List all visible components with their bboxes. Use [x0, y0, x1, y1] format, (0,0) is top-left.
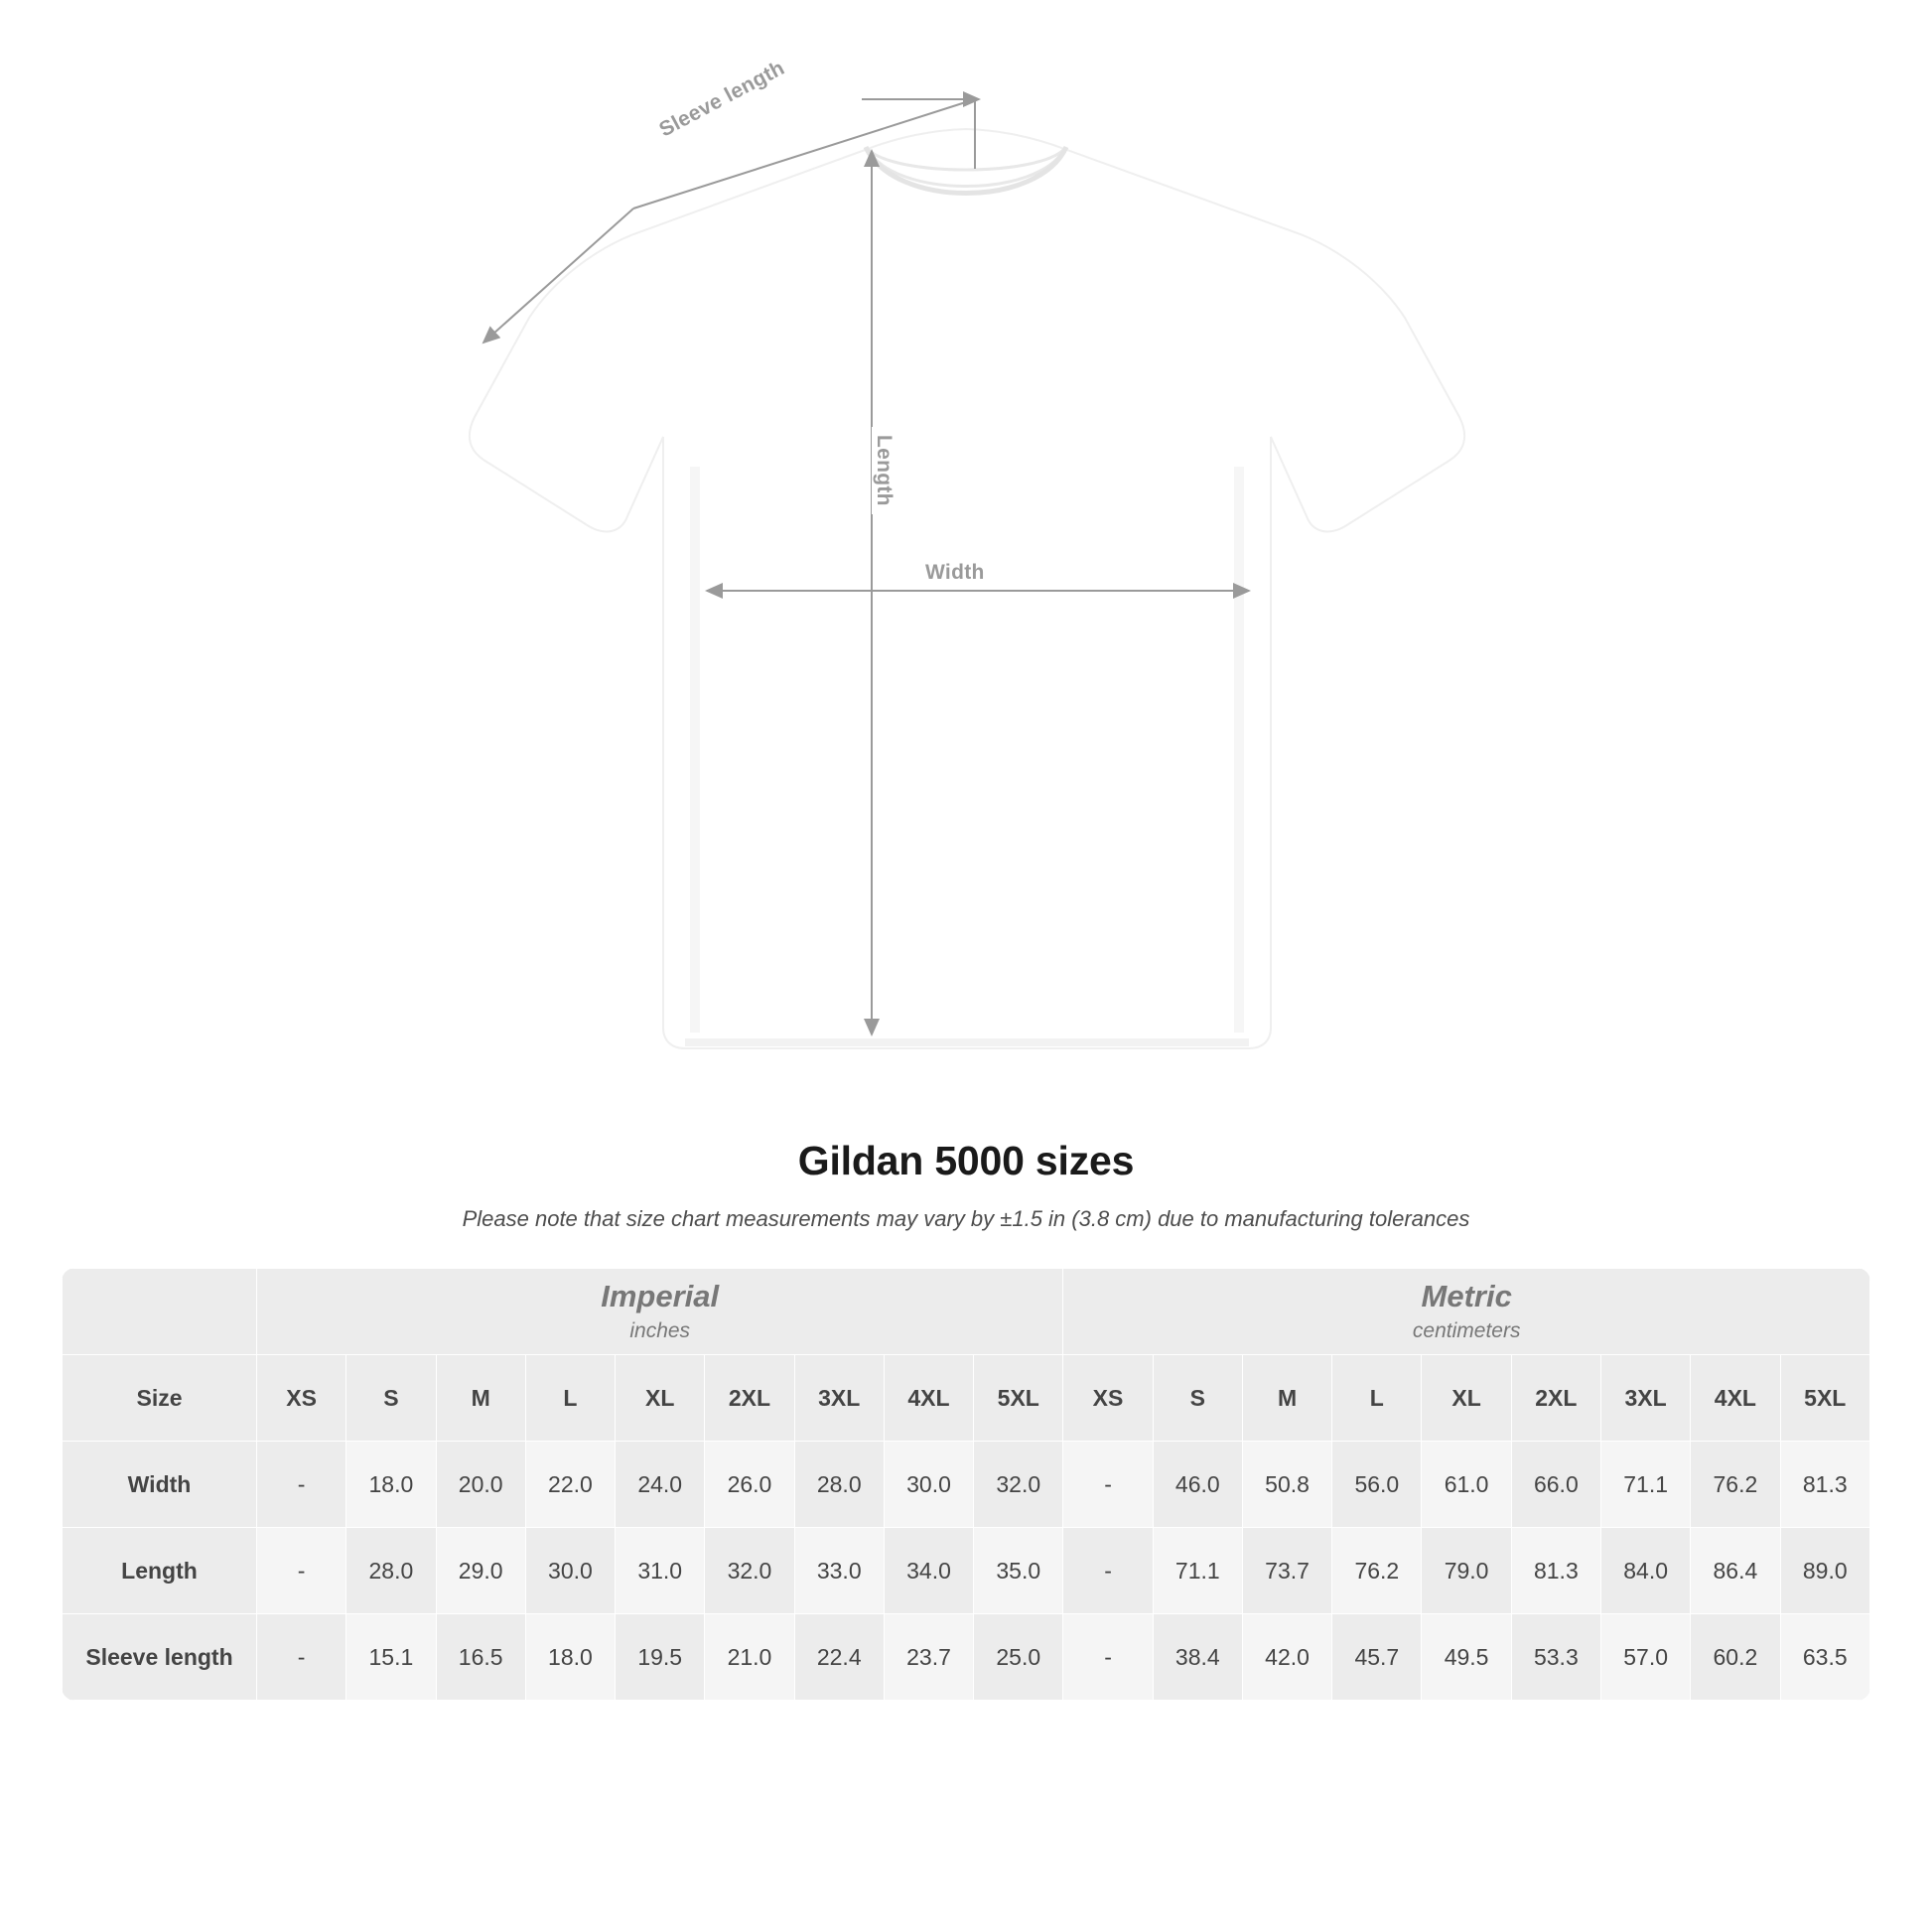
- cell-length-imperial-5xl: 35.0: [974, 1528, 1063, 1614]
- cell-width-imperial-xl: 24.0: [616, 1442, 705, 1528]
- page-title: Gildan 5000 sizes: [797, 1138, 1135, 1183]
- cell-width-imperial-5xl: 32.0: [974, 1442, 1063, 1528]
- size-table-container: [62, 1268, 1870, 1701]
- size-header-metric-3xl: 3XL: [1600, 1355, 1690, 1442]
- unit-group-imperial-name: Imperial: [601, 1278, 720, 1313]
- cell-width-metric-5xl: 81.3: [1780, 1442, 1869, 1528]
- table-row: [63, 1442, 1870, 1528]
- tolerance-note: Please note that size chart measurements may vary by ±1.5 in (3.8 cm) due to manufacturing tolerances: [462, 1206, 1470, 1231]
- cell-width-imperial-xs: -: [257, 1442, 346, 1528]
- cell-length-imperial-l: 30.0: [525, 1528, 615, 1614]
- size-table: [62, 1268, 1870, 1701]
- cell-sleeve-imperial-2xl: 21.0: [705, 1614, 794, 1701]
- cell-length-metric-xl: 79.0: [1422, 1528, 1511, 1614]
- length-label: Length: [872, 427, 896, 514]
- cell-sleeve-metric-2xl: 53.3: [1511, 1614, 1600, 1701]
- size-header-imperial-4xl: 4XL: [884, 1355, 973, 1442]
- tshirt-shape: [470, 129, 1464, 1048]
- size-header-imperial-l: L: [525, 1355, 615, 1442]
- cell-length-imperial-s: 28.0: [346, 1528, 436, 1614]
- size-header-imperial-m: M: [436, 1355, 525, 1442]
- sleeve-length-label: Sleeve length: [650, 54, 794, 145]
- cell-sleeve-imperial-xs: -: [257, 1614, 346, 1701]
- cell-sleeve-imperial-3xl: 22.4: [794, 1614, 884, 1701]
- unit-group-metric-name: Metric: [1421, 1278, 1512, 1313]
- cell-length-metric-3xl: 84.0: [1600, 1528, 1690, 1614]
- cell-sleeve-metric-s: 38.4: [1153, 1614, 1242, 1701]
- size-header-imperial-5xl: 5XL: [974, 1355, 1063, 1442]
- table-row: [63, 1614, 1870, 1701]
- cell-sleeve-imperial-s: 15.1: [346, 1614, 436, 1701]
- cell-width-imperial-2xl: 26.0: [705, 1442, 794, 1528]
- corner-cell: [63, 1269, 257, 1355]
- size-header-imperial-xs: XS: [257, 1355, 346, 1442]
- cell-width-metric-m: 50.8: [1242, 1442, 1331, 1528]
- table-row: [63, 1528, 1870, 1614]
- cell-sleeve-metric-3xl: 57.0: [1600, 1614, 1690, 1701]
- cell-width-metric-xs: -: [1063, 1442, 1153, 1528]
- cell-width-metric-s: 46.0: [1153, 1442, 1242, 1528]
- cell-length-imperial-4xl: 34.0: [884, 1528, 973, 1614]
- cell-length-imperial-m: 29.0: [436, 1528, 525, 1614]
- size-header-imperial-s: S: [346, 1355, 436, 1442]
- size-header-metric-m: M: [1242, 1355, 1331, 1442]
- cell-sleeve-metric-4xl: 60.2: [1691, 1614, 1780, 1701]
- cell-width-metric-l: 56.0: [1332, 1442, 1422, 1528]
- cell-sleeve-imperial-l: 18.0: [525, 1614, 615, 1701]
- cell-width-metric-2xl: 66.0: [1511, 1442, 1600, 1528]
- row-label-width: Width: [63, 1442, 257, 1528]
- size-header-metric-5xl: 5XL: [1780, 1355, 1869, 1442]
- chart-heading: [0, 1138, 1932, 1232]
- cell-width-imperial-3xl: 28.0: [794, 1442, 884, 1528]
- cell-length-imperial-2xl: 32.0: [705, 1528, 794, 1614]
- cell-sleeve-metric-l: 45.7: [1332, 1614, 1422, 1701]
- row-label-sleeve-length: Sleeve length: [63, 1614, 257, 1701]
- size-header-imperial-3xl: 3XL: [794, 1355, 884, 1442]
- cell-length-metric-5xl: 89.0: [1780, 1528, 1869, 1614]
- cell-width-metric-4xl: 76.2: [1691, 1442, 1780, 1528]
- unit-group-metric: [1063, 1269, 1870, 1355]
- cell-sleeve-imperial-4xl: 23.7: [884, 1614, 973, 1701]
- cell-width-imperial-m: 20.0: [436, 1442, 525, 1528]
- size-header-metric-s: S: [1153, 1355, 1242, 1442]
- size-header-metric-2xl: 2XL: [1511, 1355, 1600, 1442]
- unit-header-row: [63, 1269, 1870, 1355]
- cell-length-metric-l: 76.2: [1332, 1528, 1422, 1614]
- unit-group-metric-sub: centimeters: [1412, 1318, 1521, 1342]
- cell-width-imperial-s: 18.0: [346, 1442, 436, 1528]
- cell-length-metric-m: 73.7: [1242, 1528, 1331, 1614]
- cell-length-metric-2xl: 81.3: [1511, 1528, 1600, 1614]
- cell-width-metric-3xl: 71.1: [1600, 1442, 1690, 1528]
- unit-group-imperial-sub: inches: [629, 1318, 691, 1342]
- unit-group-imperial: [257, 1269, 1063, 1355]
- row-label-length: Length: [63, 1528, 257, 1614]
- cell-length-imperial-xl: 31.0: [616, 1528, 705, 1614]
- size-header-imperial-2xl: 2XL: [705, 1355, 794, 1442]
- cell-width-imperial-4xl: 30.0: [884, 1442, 973, 1528]
- size-header-imperial-xl: XL: [616, 1355, 705, 1442]
- size-header-metric-xl: XL: [1422, 1355, 1511, 1442]
- cell-length-metric-4xl: 86.4: [1691, 1528, 1780, 1614]
- cell-length-imperial-3xl: 33.0: [794, 1528, 884, 1614]
- cell-sleeve-metric-5xl: 63.5: [1780, 1614, 1869, 1701]
- cell-length-metric-s: 71.1: [1153, 1528, 1242, 1614]
- width-label: Width: [917, 561, 993, 585]
- size-header-row: [63, 1355, 1870, 1442]
- cell-sleeve-metric-xl: 49.5: [1422, 1614, 1511, 1701]
- cell-sleeve-metric-xs: -: [1063, 1614, 1153, 1701]
- size-header-metric-l: L: [1332, 1355, 1422, 1442]
- cell-sleeve-imperial-xl: 19.5: [616, 1614, 705, 1701]
- size-header-label: Size: [63, 1355, 257, 1442]
- size-header-metric-xs: XS: [1063, 1355, 1153, 1442]
- cell-sleeve-metric-m: 42.0: [1242, 1614, 1331, 1701]
- cell-sleeve-imperial-5xl: 25.0: [974, 1614, 1063, 1701]
- size-header-metric-4xl: 4XL: [1691, 1355, 1780, 1442]
- cell-length-metric-xs: -: [1063, 1528, 1153, 1614]
- cell-length-imperial-xs: -: [257, 1528, 346, 1614]
- cell-width-imperial-l: 22.0: [525, 1442, 615, 1528]
- cell-sleeve-imperial-m: 16.5: [436, 1614, 525, 1701]
- cell-width-metric-xl: 61.0: [1422, 1442, 1511, 1528]
